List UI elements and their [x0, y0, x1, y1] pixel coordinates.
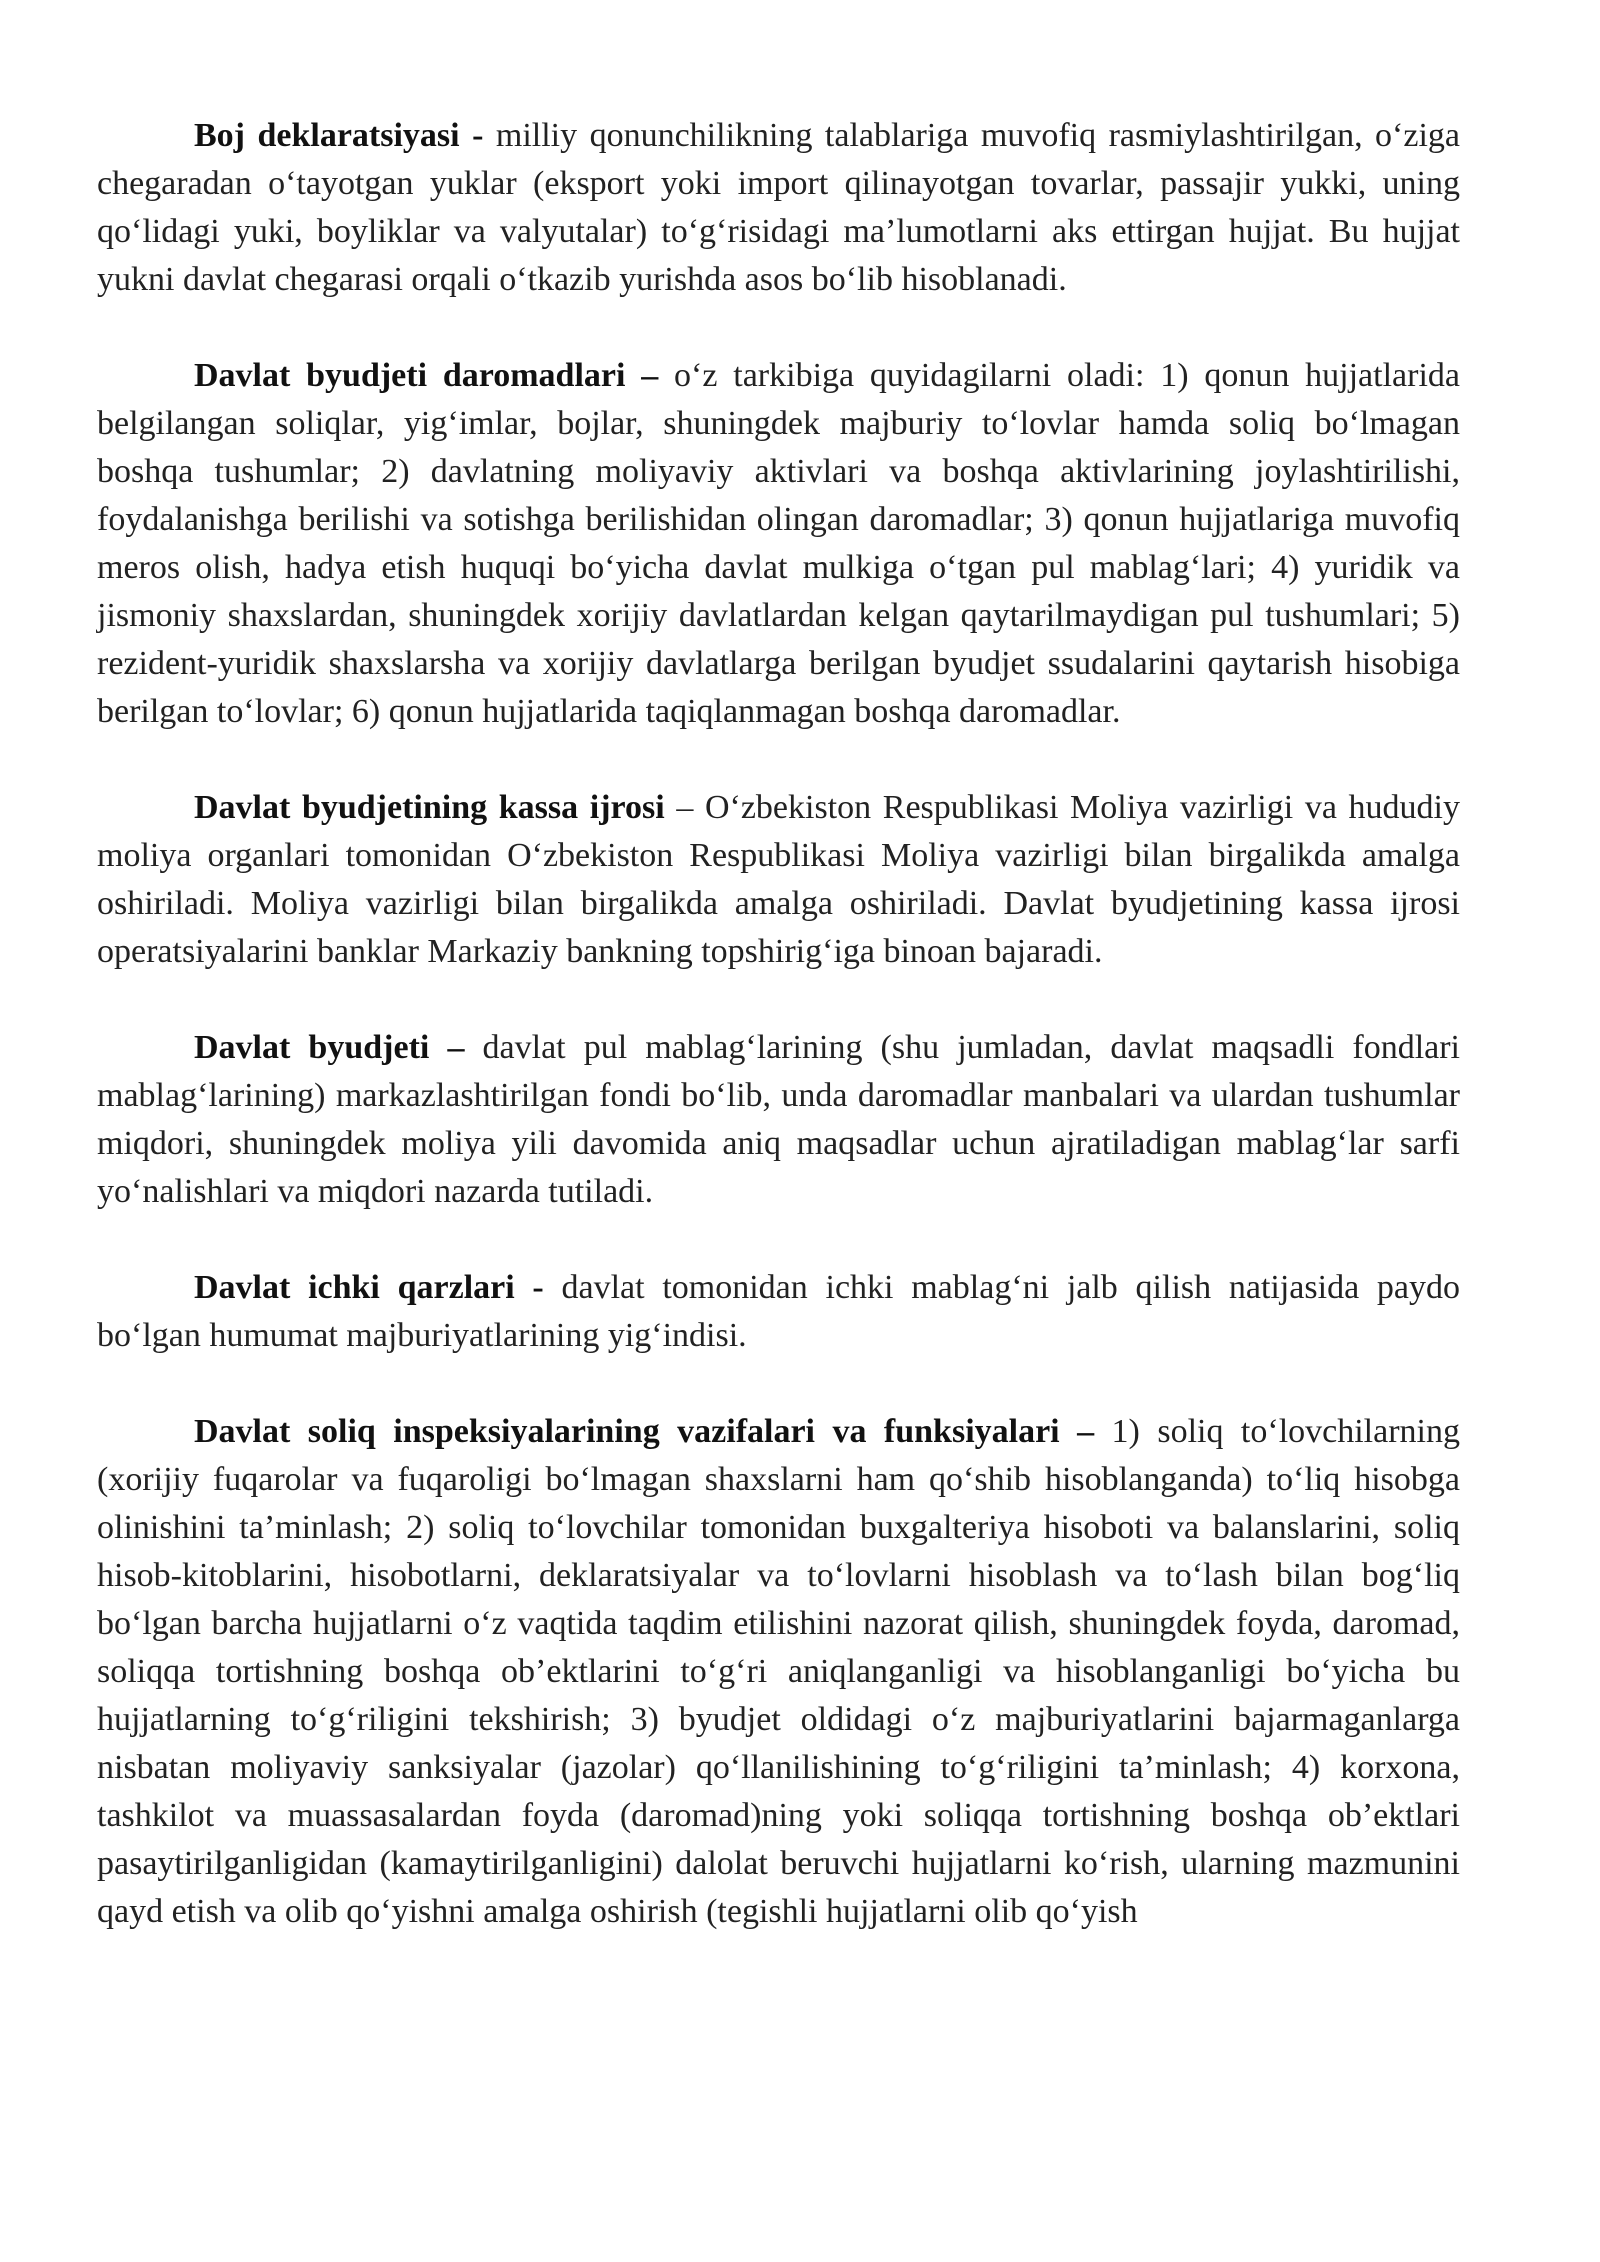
document-page: [97, 112, 1460, 1984]
definition: o‘z tarkibiga quyidagilarni oladi: 1) qonun hujjatlarida belgilangan soliqlar, yig‘imlar, bojlar, shuningdek majburiy to‘lovlar hamda soliq bo‘lmagan boshqa tushumlar; 2) davlatning moliyaviy aktivlari va boshqa aktivlarining joylashtirilishi, foydalanishga berilishi va sotishga berilishidan olingan daromadlar; 3) qonun hujjatlariga muvofiq meros olish, hadya etish huquqi bo‘yicha davlat mulkiga o‘tgan pul mablag‘lari; 4) yuridik va jismoniy shaxslardan, shuningdek xorijiy davlatlardan kelgan qaytarilmaydigan pul tushumlari; 5) rezident-yuridik shaxslarsha va xorijiy davlatlarga berilgan byudjet ssudalarini qaytarish hisobiga berilgan to‘lovlar; 6) qonun hujjatlarida taqiqlanmagan boshqa daromadlar.: [97, 357, 1460, 730]
glossary-entry-davlat-ichki-qarzlari: [97, 1264, 1460, 1360]
definition: – O‘zbekiston Respublikasi Moliya vazirligi va hududiy moliya organlari tomonidan O‘zbekiston Respublikasi Moliya vazirligi bilan birgalikda amalga oshiriladi. Moliya vazirligi bilan birgalikda amalga oshiriladi. Davlat byudjetining kassa ijrosi operatsiyalarini banklar Markaziy bankning topshirig‘iga binoan bajaradi.: [97, 789, 1460, 970]
glossary-entry-davlat-soliq-inspeksiyalari: [97, 1408, 1460, 1936]
definition: 1) soliq to‘lovchilarning (xorijiy fuqarolar va fuqaroligi bo‘lmagan shaxslarni ham qo‘shib hisoblanganda) to‘liq hisobga olinishini ta’minlash; 2) soliq to‘lovchilar tomonidan buxgalteriya hisoboti va balanslarini, soliq hisob-kitoblarini, hisobotlarni, deklaratsiyalar va to‘lovlarni hisoblash va to‘lash bilan bog‘liq bo‘lgan barcha hujjatlarni o‘z vaqtida taqdim etilishini nazorat qilish, shuningdek foyda, daromad, soliqqa tortishning boshqa ob’ektlarini to‘g‘ri aniqlanganligi va hisoblanganligi bo‘yicha bu hujjatlarning to‘g‘riligini tekshirish; 3) byudjet oldidagi o‘z majburiyatlarini bajarmaganlarga nisbatan moliyaviy sanksiyalar (jazolar) qo‘llanilishining to‘g‘riligini ta’minlash; 4) korxona, tashkilot va muassasalardan foyda (daromad)ning yoki soliqqa tortishning boshqa ob’ektlari pasaytirilganligidan (kamaytirilganligini) dalolat beruvchi hujjatlarni ko‘rish, ularning mazmunini qayd etish va olib qo‘yishni amalga oshirish (tegishli hujjatlarni olib qo‘yish: [97, 1413, 1460, 1930]
term: Davlat ichki qarzlari -: [194, 1269, 562, 1306]
glossary-entry-boj-deklaratsiyasi: [97, 112, 1460, 304]
definition: davlat pul mablag‘larining (shu jumladan, davlat maqsadli fondlari mablag‘larining) markazlashtirilgan fondi bo‘lib, unda daromadlar manbalari va ulardan tushumlar miqdori, shuningdek moliya yili davomida aniq maqsadlar uchun ajratiladigan mablag‘lar sarfi yo‘nalishlari va miqdori nazarda tutiladi.: [97, 1029, 1461, 1210]
glossary-entry-davlat-byudjeti-daromadlari: [97, 352, 1460, 736]
definition: milliy qonunchilikning talablariga muvofiq rasmiylashtirilgan, o‘ziga chegaradan o‘tayotgan yuklar (eksport yoki import qilinayotgan tovarlar, passajir yukki, uning qo‘lidagi yuki, boyliklar va valyutalar) to‘g‘risidagi ma’lumotlarni aks ettirgan hujjat. Bu hujjat yukni davlat chegarasi orqali o‘tkazib yurishda asos bo‘lib hisoblanadi.: [97, 117, 1460, 298]
term: Davlat byudjetining kassa ijrosi: [194, 789, 665, 826]
term: Boj deklaratsiyasi -: [194, 117, 496, 154]
term: Davlat byudjeti daromadlari –: [194, 357, 659, 394]
definition: davlat tomonidan ichki mablag‘ni jalb qilish natijasida paydo bo‘lgan humumat majburiyatlarining yig‘indisi.: [97, 1269, 1460, 1354]
term: Davlat soliq inspeksiyalarining vazifalari va funksiyalari –: [194, 1413, 1095, 1450]
glossary-entry-davlat-byudjetining-kassa-ijrosi: [97, 784, 1460, 976]
term: Davlat byudjeti –: [194, 1029, 465, 1066]
glossary-entry-davlat-byudjeti: [97, 1024, 1460, 1216]
